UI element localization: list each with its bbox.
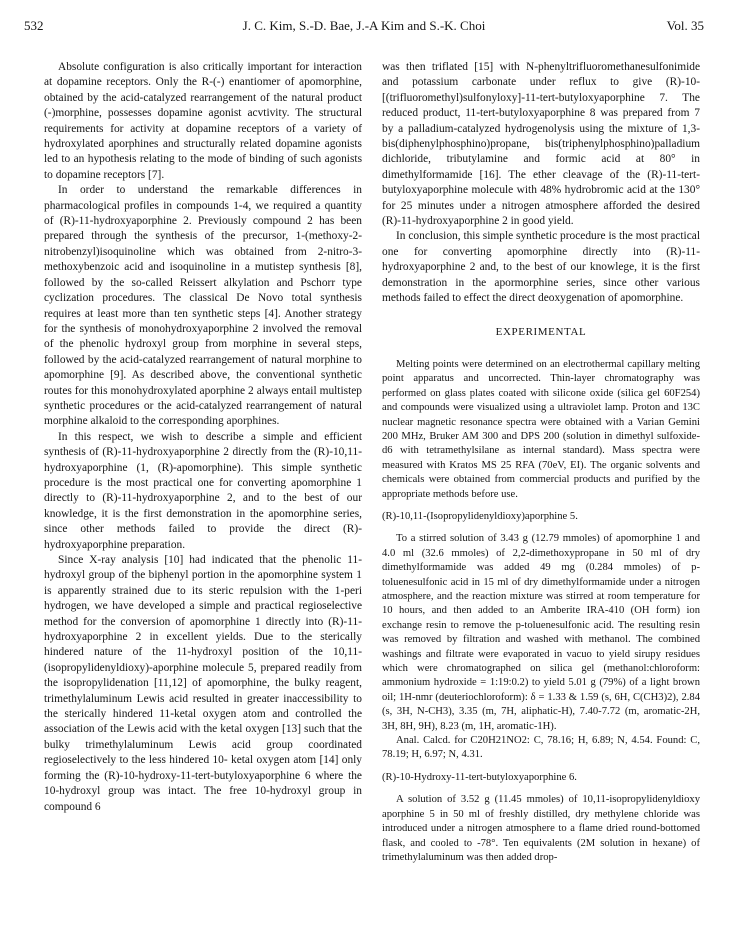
paragraph-procedure-compound-5: To a stirred solution of 3.43 g (12.79 mmoles) of apomorphine 1 and 4.0 ml (32.6 mmoles) of 2,2-dimethoxypropane in 50 ml of dry dimethylformamide was added 49 mg (0.284 mmoles) of p-toluenesulfonic acid in 15 ml of dry dimethylformamide under a nitrogen atmosphere, and the reaction mixture was stirred at room temperature for 10 hours, and then added to an Amberite IRA-410 (OH form) ion exchange resin to remove the p-toluenesulfonic acid. The resulting resin was removed by filtration and washed with methanol. The combined washings and filtrate were evaporated in vacuo to yield sirupy residues which were chromatographed on silica gel (methanol:chloroform: ammonium hydroxide = 1:19:0.2) to yield 5.01 g (79%) of a light brown oil; 1H-nmr (deuteriochloroform): δ = 1.33 & 1.59 (s, 6H, C(CH3)2), 2.84 (s, 3H, N-CH3), 3.35 (m, 7H, aliphatic-H), 7.40-7.72 (m, aromatic-2H, 3H, 8H, 9H), 8.23 (m, 1H, aromatic-1H). xyxy=(382,533,700,732)
section-heading-experimental: EXPERIMENTAL xyxy=(495,325,587,338)
running-authors: J. C. Kim, S.-D. Bae, J.-A Kim and S.-K. Choi xyxy=(242,18,486,33)
subheading-compound-6: (R)-10-Hydroxy-11-tert-butyloxyaporphine 6. xyxy=(382,771,577,783)
volume-label: Vol. 35 xyxy=(666,18,704,33)
left-column xyxy=(44,60,362,815)
right-column xyxy=(382,60,700,865)
paragraph-conclusion: In conclusion, this simple synthetic procedure is the most practical one for converting apomorphine directly into (R)-11-hydroxyaporphine 2 and, to the best of our knowlege, it is the first demonstration in the apormorphine series, since other various methods failed to effect the direct deoxygenation of apomorphine. xyxy=(382,230,700,305)
paragraph-methods: Melting points were determined on an electrothermal capillary melting point apparatus and uncorrected. Thin-layer chromatography was performed on glass plates coated with silicone oxide (silica gel 60F254) and compounds were visualized using a ultraviolet lamp. Proton and 13C nuclear magnetic resonance spectra were obtained with a Varian Gemini 200 MHz, Bruker AM 300 and DPS 200 (solution in dimethyl sulfoxide-d6 with tetramethylsilane as internal standard). Mass spectra were measured with Kratos MS 25 RFA (70eV, EI). The organic solvents and chemicals were obtained from commercial products and purified by the appropriate methods before use. xyxy=(382,358,700,500)
running-header xyxy=(24,18,704,36)
subheading-compound-5: (R)-10,11-(Isopropylidenyldioxy)aporphine 5. xyxy=(382,510,578,522)
paragraph-procedure-compound-6: A solution of 3.52 g (11.45 mmoles) of 10,11-isopropylidenyldioxy aporphine 5 in 50 ml of freshly distilled, dry methylene chloride was introduced under a nitrogen atmosphere to a flame dried round-bottomed flask, and cooled to -78°. Ten equivalents (2M solution in hexane) of trimethylaluminum was then added drop- xyxy=(382,794,700,863)
page-number: 532 xyxy=(24,18,44,33)
paragraph-xray-analysis: Since X-ray analysis [10] had indicated that the phenolic 11-hydroxyl group of the biphenyl portion in the apomorphine system 1 is apparently strained due to its steric repulsion with the 1-peri hydrogen, we have developed a simple and practical regioselective method for the conversion of apomorphine 1 directly into (R)-11-hydroxyaporphine 2 in excellent yields. Due to the sterically hindered nature of the 11-hydroxyl position of the 10,11-(isopropylidenyldioxy)-aporphine molecule 5, prepared readily from the isopropylidenation [11,12] of apomorphine, the bulky reagent, trimethylaluminum Lewis acid resulted in greater inaccessibility to the sterically hindered 11-ketal oxygen atom and controlled the association of the Lewis acid with the ketal oxygen [13] such that the bulky trimethylaluminum Lewis acid group coordinated regioselectively to the less hindered 10- ketal oxygen atom [14] only forming the (R)-10-hydroxy-11-tert-butyloxyaporphine 6 where the 10-hydroxyl group was intact. The free 10-hydroxyl group in compound 6 xyxy=(44,554,362,813)
paragraph-pharmacological-profiles: In order to understand the remarkable differences in pharmacological profiles in compounds 1-4, we required a quantity of (R)-11-hydroxyaporphine 2. Previously compound 2 has been prepared through the synthesis of the precursor, 1-(methoxy-2-nitrobenzyl)isoquinoline which was obtained from 2-nitro-3-methoxybenzoic acid and isoquinoline in a mutistep synthesis [8], followed by the so-called Reissert alkylation and Pschorr type cyclization procedures. The classical De Novo total synthesis requires at least more than ten synthetic steps [4]. Another strategy for the synthesis of monohydroxyaporphine 2 involved the removal of the phenolic hydroxyl group from morphine in several steps, followed by the acid-catalyzed rearrangement of natural morphine to apomorphine [9]. As described above, the conventional synthetic routes for this monohydroxylated aporphine 2 always entail multistep synthetic procedures or the acid-catalyzed rearrangement of natural morphine alkaloid to the corresponding aporphines. xyxy=(44,184,362,428)
paragraph-continuation: was then triflated [15] with N-phenyltrifluoromethanesulfonimide and potassium carbonate under reflux to give (R)-10-[(trifluoromethyl)sulfonyloxy]-11-tert-butyloxyaporphine 7. The reduced product, 11-tert-butyloxyaporphine 8 was prepared from 7 by a palladium-catalyzed hydrogenolysis using the mixture of 1,3-bis(diphenylphosphino)propane, bis(triphenylphosphino)palladium dichloride, tributylamine and formic acid at 80° in dimethylformamide [16]. The ether cleavage of the (R)-11-tert-butyloxyaporphine molecule with 48% hydrobromic acid at the 130° for 25 minutes under a nitrogen atmosphere afforded the desired (R)-11-hydroxyaporphine 2 in good yield. xyxy=(382,61,700,228)
paragraph-elemental-analysis: Anal. Calcd. for C20H21NO2: C, 78.16; H, 6.89; N, 4.54. Found: C, 78.19; H, 6.97; N, 4.31. xyxy=(382,735,700,761)
paragraph-synthesis-description: In this respect, we wish to describe a simple and efficient synthesis of (R)-11-hydroxyaporphine 2 directly from the (R)-10,11-hydroxyaporphine (1, (R)-apomorphine). This simple synthetic procedure is the most practical one for converting apomorphine 1 directly to (R)-11-hydroxyaporphine 2, and to the best of our knowledge, it is the first demonstration in the apomorphine series, since other methods failed to provide the direct (R)-hydroxyaporphine preparation. xyxy=(44,430,362,551)
paragraph-absolute-configuration: Absolute configuration is also critically important for interaction at dopamine receptors. Only the R-(-) enantiomer of apomorphine, obtained by the acid-catalyzed rearrangement of the natural product (-)morphine, possesses dopamine agonist acvtivity. The structural requirements for activity at dopamine receptors of a variety of hydroxylated aporphines and structurally related dopamine agonists led to an hypothesis relating to the mode of binding of such agonists to dopamine receptors [7]. xyxy=(44,61,362,181)
